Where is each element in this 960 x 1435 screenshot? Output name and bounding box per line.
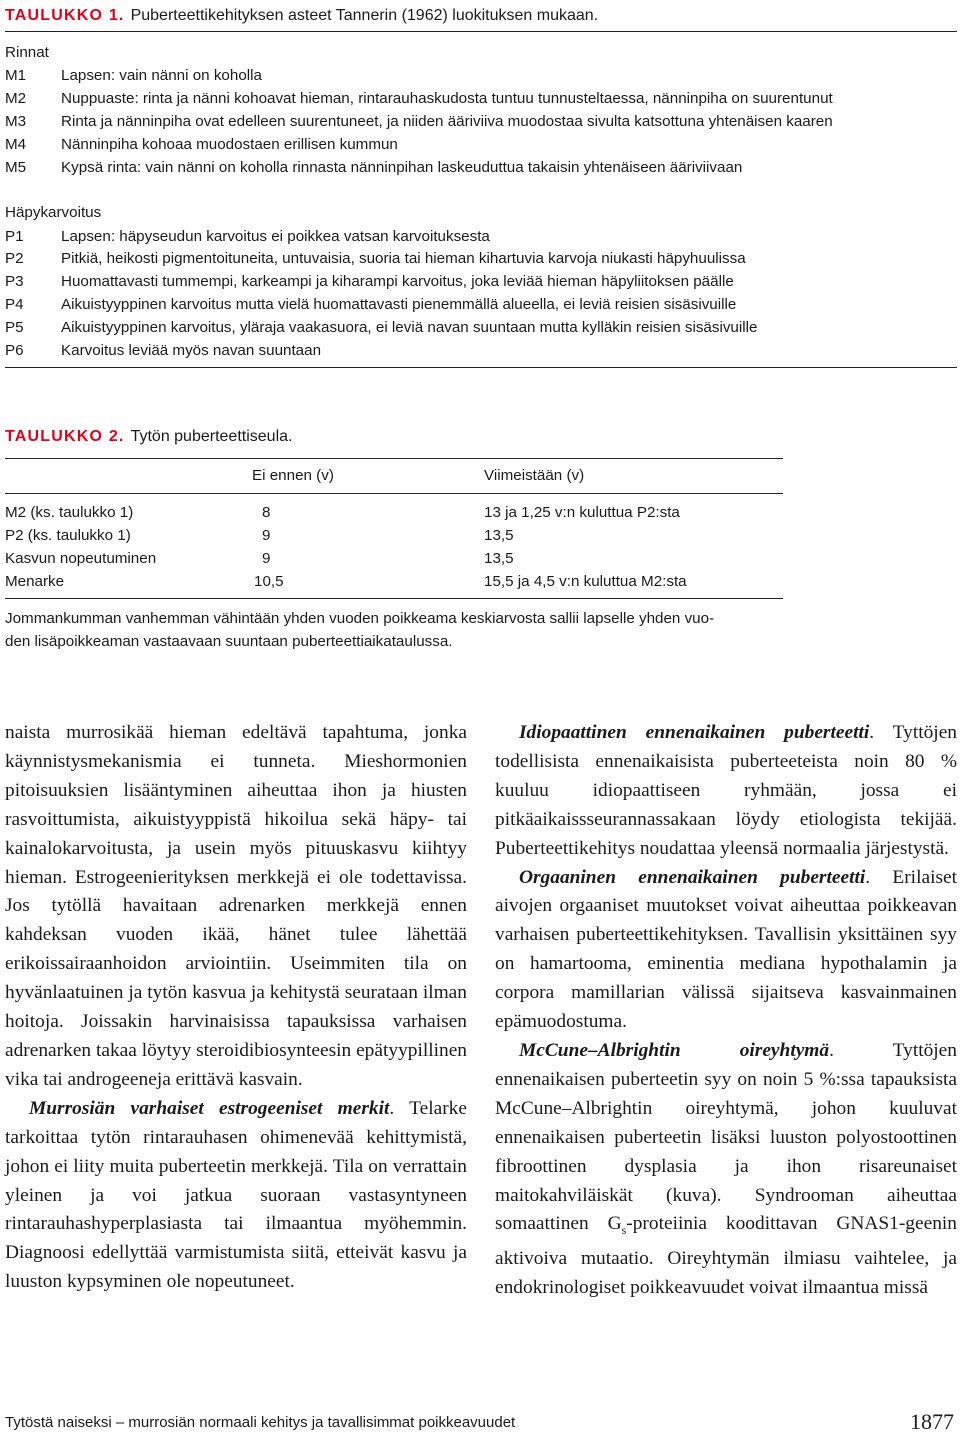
left-column [5,719,467,1297]
table-cell: 13 ja 1,25 v:n kuluttua P2:sta [484,504,680,521]
table1-pubic-title: Häpykarvoitus [5,204,102,221]
table2-caption-text: Tytön puberteettiseula. [130,428,293,445]
table-cell: 10,5 [254,573,284,590]
table2-top-rule [5,458,783,459]
table1-bottom-rule [5,367,957,368]
table-cell: 9 [262,550,271,567]
stage-code: P2 [5,250,24,267]
column-header: Viimeistään (v) [484,467,585,484]
stage-code: M3 [5,113,27,130]
table-cell: 13,5 [484,550,514,567]
table-cell: 13,5 [484,527,514,544]
table-cell: P2 (ks. taulukko 1) [5,527,131,544]
footer-title: Tytöstä naiseksi – murrosiän normaali kehitys ja tavallisimmat poikkeavuudet [5,1414,516,1431]
footnote-line: Jommankumman vanhemman vähintään yhden vuoden poikkeama keskiarvosta sallii lapselle yhden vuo- [5,610,715,627]
stage-text: Nänninpiha kohoaa muodostaen erillisen kummun [61,136,398,153]
table1-label: TAULUKKO 1. [5,7,125,24]
column-header: Ei ennen (v) [252,467,334,484]
paragraph-heading: Idiopaattinen ennenaikainen puberteetti [519,722,870,743]
stage-text: Nuppuaste: rinta ja nänni kohoavat hieman, rintarauhaskudosta tuntuu tunnusteltaessa, nänninpiha on suurentunut [61,90,833,107]
paragraph: Idiopaattinen ennenaikainen puberteetti. Tyttöjen todellisista ennenaikaisista puberteeteista noin 80 % kuuluu idiopaattiseen ryhmään, jossa ei pitkäaikaissseurannassakaan löydy etiologista tekijää. Puberteettikehitys noudattaa yleensä normaalia järjestystä. [495,722,957,859]
table-cell: Kasvun nopeutuminen [5,550,157,567]
table-cell: 15,5 ja 4,5 v:n kuluttua M2:sta [484,573,687,590]
stage-text: Pitkiä, heikosti pigmentoituneita, untuvaisia, suoria tai hieman kihartuvia karvoja niukasti häpyhuulissa [61,250,746,267]
stage-text: Lapsen: vain nänni on koholla [61,67,262,84]
stage-text: Karvoitus leviää myös navan suuntaan [61,342,322,359]
stage-code: M4 [5,136,27,153]
stage-text: Kypsä rinta: vain nänni on koholla rinnasta nänninpihan laskeuduttua takaisin yhtenäiseen ääriviivaan [61,159,743,176]
paragraph-heading: McCune–Albrightin oireyhtymä [519,1039,830,1061]
stage-code: P1 [5,228,24,245]
stage-code: M5 [5,159,27,176]
stage-text: Huomattavasti tummempi, karkeampi ja kiharampi karvoitus, joka leviää hieman häpyliitoksen päälle [61,273,734,290]
stage-code: M1 [5,67,27,84]
paragraph: Orgaaninen ennenaikainen puberteetti. Erilaiset aivojen orgaaniset muutokset voivat aiheuttaa poikkeavan varhaisen puberteettikehityksen. Tavallisin yksittäinen syy on hamartooma, eminentia mediana hypothalamin ja corpora mamillarian välissä sijaitseva kasvainmainen epämuodostuma. [495,866,957,1033]
footnote-line: den lisäpoikkeaman vastaavaan suuntaan puberteettiaikataulussa. [5,632,453,650]
paragraph-heading: Orgaaninen ennenaikainen puberteetti [519,866,866,888]
table2-caption [5,428,292,446]
table2-label: TAULUKKO 2. [5,428,125,445]
table1-caption-text: Puberteettikehityksen asteet Tannerin (1962) luokituksen mukaan. [130,7,599,24]
table-cell: 9 [262,527,271,544]
stage-text: Lapsen: häpyseudun karvoitus ei poikkea vatsan karvoituksesta [61,228,490,245]
table-cell: M2 (ks. taulukko 1) [5,504,134,521]
paragraph: naista murrosikää hieman edeltävä tapahtuma, jonka käynnistysmekanismia ei tunneta. Mieshormonien pitoisuuksien lisääntyminen aiheuttaa ihon ja hiusten rasvoittumista, aikuistyyppistä hikoilua sekä häpy- tai kainalokarvoitusta, ja usein myös pituuskasvu kiihtyy hieman. Estrogeenierityksen merkkejä ei ole todettavissa. Jos tytöllä havaitaan adrenarken merkkejä ennen kahdeksan vuoden ikää, hänet tulee lähettää erikoissairaanhoidon arviointiin. Useimmiten tila on hyvänlaatuinen ja tytön kasvua ja kehitystä seurataan ilman hoitoja. Joissakin harvinaisissa tapauksissa varhaisen adrenarken takaa löytyy steroidibiosynteesin epätyypillinen vika tai androgeeneja erittävä kasvain. [5,722,468,1090]
table-cell: Menarke [5,573,65,590]
stage-code: P4 [5,296,24,313]
table2-header-rule [5,493,783,494]
subscript: s [621,1223,627,1238]
table2-footnote [5,608,785,653]
paragraph: Murrosiän varhaiset estrogeeniset merkit. Telarke tarkoittaa tytön rintarauhasen ohimenevää kehittymistä, johon ei liity muita puberteetin merkkejä. Tila on verrattain yleinen ja voi jatkua suoraan vastasyntyneen rintarauhashyperplasiasta tai ilmaantua myöhemmin. Diagnoosi edellyttää varmistumista siitä, etteivät kasvu ja luuston kypsyminen ole nopeutuneet. [5,1097,467,1293]
stage-text: Aikuistyyppinen karvoitus, yläraja vaakasuora, ei leviä navan suuntaan mutta kylläkin reisien sisäsivuille [61,319,758,336]
stage-code: P3 [5,273,24,290]
right-column [495,719,957,1303]
table2-bottom-rule [5,598,783,599]
table1-breasts-title: Rinnat [5,44,49,61]
stage-text: Aikuistyyppinen karvoitus mutta vielä huomattavasti pienemmällä alueella, ei leviä reisien sisäsivuille [61,296,737,313]
table1-caption [5,7,598,25]
paragraph-heading: Murrosiän varhaiset estrogeeniset merkit [29,1097,390,1119]
page-number: 1877 [910,1409,954,1434]
stage-code: M2 [5,90,27,107]
paragraph: McCune–Albrightin oireyhtymä. Tyttöjen ennenaikaisen puberteetin syy on noin 5 %:ssa tapauksista McCune–Albrightin oireyhtymä, johon kuuluvat ennenaikaisen puberteetin lisäksi luuston polyostoottinen fibroottinen dysplasia ja ihon risareunaiset maitokahviläiskät (kuva). Syndrooman aiheuttaa somaattinen $G_s$-proteiinia koodittavan GNAS1-geenin aktivoiva mutaatio. Oireyhtymän ilmiasu vaihtelee, ja endokrinologiset poikkeavuudet voivat ilmaantua missä [495,1039,957,1299]
stage-text: Rinta ja nänninpiha ovat edelleen suurentuneet, ja niiden ääriviiva muodostaa sivulta katsottuna yhtenäisen kaaren [61,113,833,130]
table1-top-rule [5,31,957,32]
stage-code: P6 [5,342,24,359]
table-cell: 8 [262,504,271,521]
stage-code: P5 [5,319,24,336]
